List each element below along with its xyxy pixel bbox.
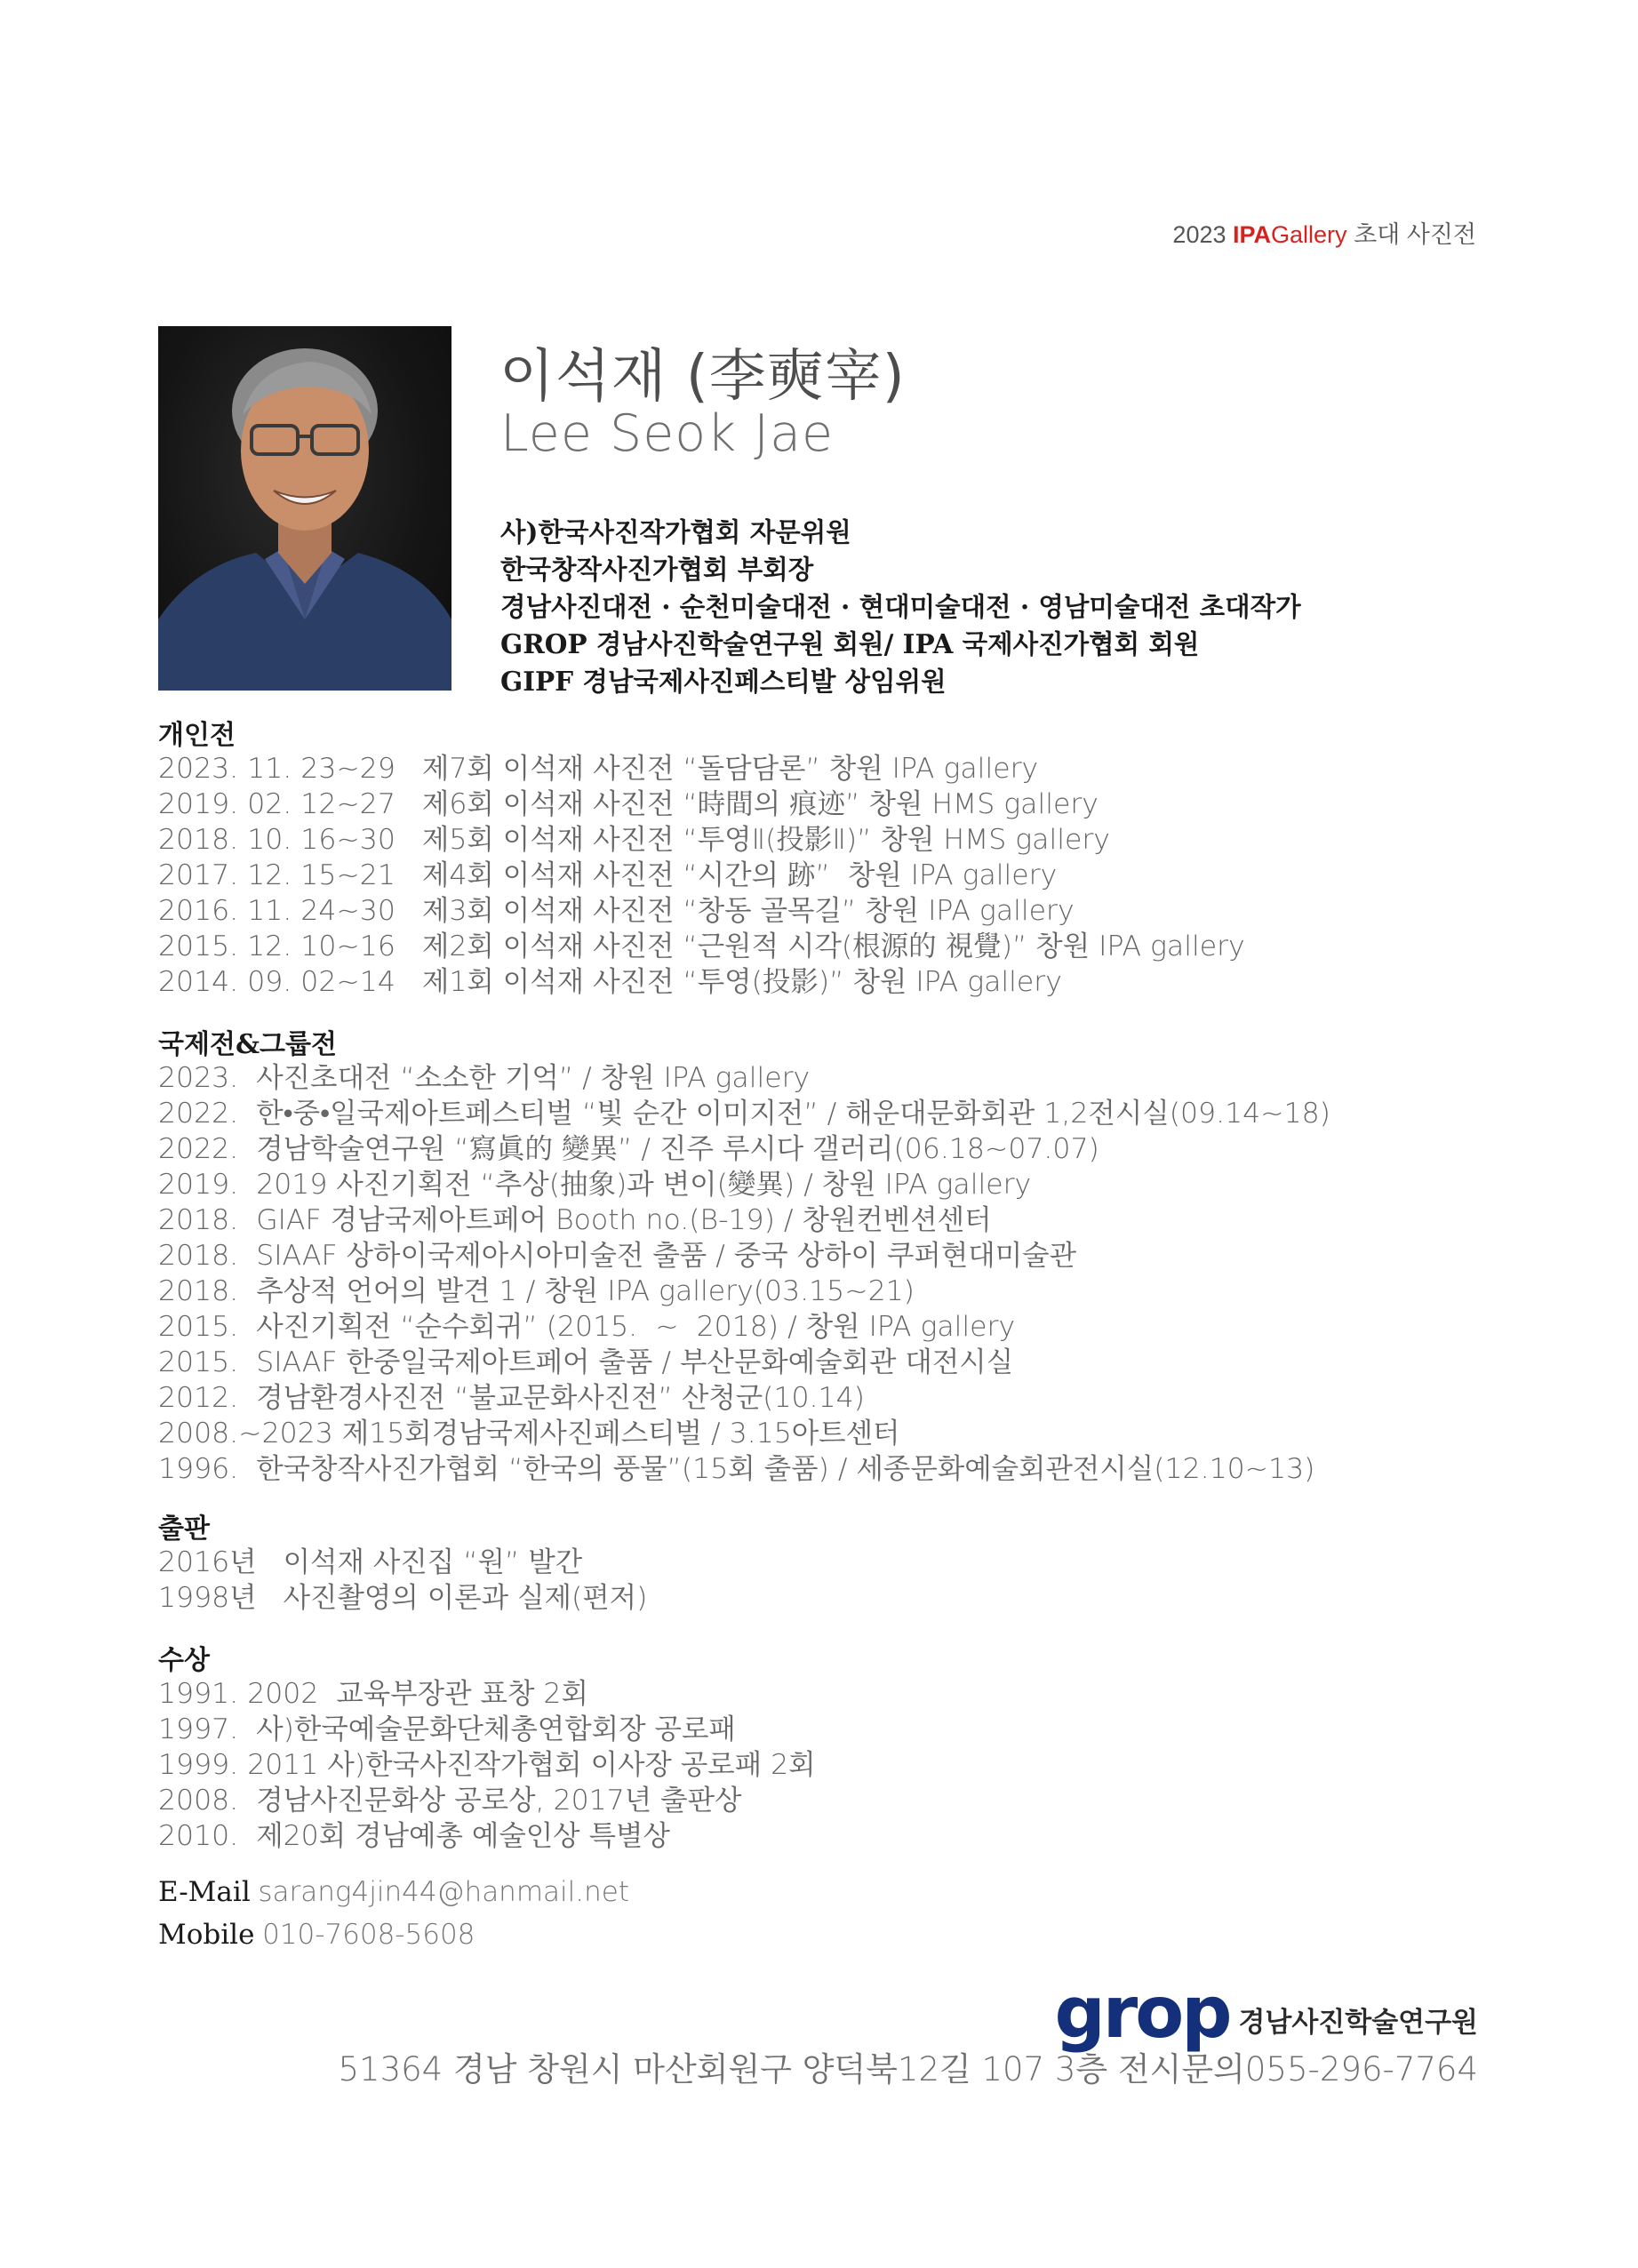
list-item: 2022. 경남학술연구원 “寫眞的 變異” / 진주 루시다 갤러리(06.18~07.07): [158, 1133, 1099, 1165]
title-line: 경남사진대전 · 순천미술대전 · 현대미술대전 · 영남미술대전 초대작가: [500, 591, 1301, 622]
awards-heading: 수상: [158, 1645, 210, 1676]
artist-name-korean: 이석재 (李奭宰): [499, 344, 906, 410]
list-item: 1996. 한국창작사진가협회 “한국의 풍물”(15회 출품) / 세종문화예술회관전시실(12.10~13): [158, 1453, 1315, 1485]
solo-exhibition-heading: 개인전: [158, 720, 236, 751]
title-line: 한국창작사진가협회 부회장: [500, 554, 814, 585]
list-item: 1997. 사)한국예술문화단체총연합회장 공로패: [158, 1713, 736, 1745]
list-item: 2015. 12. 10~16 제2회 이석재 사진전 “근원적 시각(根源的 視覺)” 창원 IPA gallery: [158, 930, 1245, 962]
list-item: 2018. SIAAF 상하이국제아시아미술전 출품 / 중국 상하이 쿠퍼현대미술관: [158, 1240, 1076, 1272]
footer-address: 51364 경남 창원시 마산회원구 양덕북12길 107 3층 전시문의055-296-7764: [338, 2050, 1478, 2088]
title-line: GROP 경남사진학술연구원 회원/ IPA 국제사진가협회 회원: [500, 628, 1200, 659]
title-line: GIPF 경남국제사진페스티발 상임위원: [500, 666, 947, 697]
artist-titles: [500, 514, 1301, 700]
group-exhibition-heading: 국제전&그룹전: [158, 1029, 337, 1060]
contact-info: [158, 1871, 629, 1956]
solo-exhibition-list: [158, 751, 1245, 1000]
list-item: 2019. 02. 12~27 제6회 이석재 사진전 “時間의 痕迹” 창원 HMS gallery: [158, 788, 1099, 820]
list-item: 2018. 10. 16~30 제5회 이석재 사진전 “투영Ⅱ(投影Ⅱ)” 창원 HMS gallery: [158, 824, 1110, 856]
list-item: 1999. 2011 사)한국사진작가협회 이사장 공로패 2회: [158, 1749, 816, 1781]
list-item: 1998년 사진촬영의 이론과 실제(편저): [158, 1582, 648, 1614]
grop-logo: [1054, 1971, 1478, 2054]
list-item: 2023. 사진초대전 “소소한 기억” / 창원 IPA gallery: [158, 1062, 811, 1094]
list-item: 2014. 09. 02~14 제1회 이석재 사진전 “투영(投影)” 창원 IPA gallery: [158, 966, 1062, 998]
awards-list: [158, 1676, 816, 1854]
mobile-label: Mobile: [158, 1919, 255, 1951]
email-row: [158, 1871, 629, 1913]
grop-logo-mark: grop: [1054, 1971, 1230, 2054]
artist-name-english: Lee Seok Jae: [500, 404, 835, 463]
group-exhibition-list: [158, 1060, 1330, 1487]
header-gallery: Gallery: [1271, 221, 1347, 248]
list-item: 2016. 11. 24~30 제3회 이석재 사진전 “창동 골목길” 창원 IPA gallery: [158, 895, 1075, 927]
list-item: 2010. 제20회 경남예총 예술인상 특별상: [158, 1820, 670, 1852]
list-item: 2017. 12. 15~21 제4회 이석재 사진전 “시간의 跡” 창원 IPA gallery: [158, 859, 1058, 891]
list-item: 2015. 사진기획전 “순수회귀” (2015. ~ 2018) / 창원 IPA gallery: [158, 1311, 1016, 1343]
list-item: 2019. 2019 사진기획전 “추상(抽象)과 변이(變異) / 창원 IPA gallery: [158, 1169, 1032, 1201]
publications-heading: 출판: [158, 1513, 210, 1545]
list-item: 2022. 한•중•일국제아트페스티벌 “빛 순간 이미지전” / 해운대문화회관 1,2전시실(09.14~18): [158, 1098, 1330, 1130]
grop-logo-text: 경남사진학술연구원: [1238, 2006, 1478, 2039]
list-item: 2023. 11. 23~29 제7회 이석재 사진전 “돌담담론” 창원 IPA gallery: [158, 753, 1039, 785]
list-item: 2008.~2023 제15회경남국제사진페스티벌 / 3.15아트센터: [158, 1418, 900, 1449]
list-item: 2016년 이석재 사진집 “원” 발간: [158, 1546, 583, 1578]
list-item: 2008. 경남사진문화상 공로상, 2017년 출판상: [158, 1785, 742, 1817]
header-suffix: 초대 사진전: [1354, 221, 1476, 248]
email-label: E-Mail: [158, 1876, 251, 1908]
title-line: 사)한국사진작가협회 자문위원: [500, 516, 851, 547]
header-ipa: IPA: [1233, 221, 1272, 248]
mobile-row: [158, 1913, 629, 1956]
list-item: 2015. SIAAF 한중일국제아트페어 출품 / 부산문화예술회관 대전시실: [158, 1346, 1014, 1378]
exhibition-header: [1172, 215, 1476, 250]
portrait-illustration: [158, 326, 451, 691]
email-address[interactable]: sarang4jin44@hanmail.net: [258, 1876, 629, 1908]
publications-list: [158, 1545, 647, 1616]
header-year: 2023: [1172, 221, 1227, 248]
artist-portrait: [158, 326, 451, 691]
list-item: 2018. 추상적 언어의 발견 1 / 창원 IPA gallery(03.15~21): [158, 1275, 915, 1307]
list-item: 2012. 경남환경사진전 “불교문화사진전” 산청군(10.14): [158, 1382, 865, 1414]
list-item: 1991. 2002 교육부장관 표창 2회: [158, 1678, 588, 1710]
list-item: 2018. GIAF 경남국제아트페어 Booth no.(B-19) / 창원컨벤션센터: [158, 1204, 992, 1236]
mobile-number[interactable]: 010-7608-5608: [262, 1919, 475, 1951]
